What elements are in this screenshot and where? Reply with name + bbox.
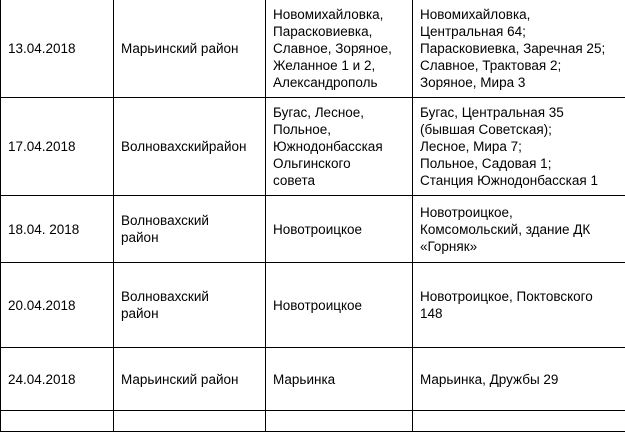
settlements-cell: Новотроицкое bbox=[266, 196, 413, 263]
date-cell: 18.04. 2018 bbox=[1, 196, 114, 263]
settlements-cell: Новотроицкое bbox=[266, 263, 413, 348]
date-cell: 24.04.2018 bbox=[1, 348, 114, 411]
date-cell bbox=[1, 411, 114, 432]
date-cell: 17.04.2018 bbox=[1, 98, 114, 196]
address-cell: Новотроицкое, Поктовского 148 bbox=[413, 263, 625, 348]
table-row bbox=[1, 0, 625, 98]
district-cell: Марьинский район bbox=[114, 0, 266, 98]
settlements-cell: Марьинка bbox=[266, 348, 413, 411]
address-cell: Бугас, Центральная 35 (бывшая Советская); Лесное, Мира 7; Польное, Садовая 1; Станция Южнодонбасская 1 bbox=[413, 98, 625, 196]
district-cell: Волновахский район bbox=[114, 263, 266, 348]
table-row bbox=[1, 196, 625, 263]
district-cell: Волновахскийрайон bbox=[114, 98, 266, 196]
table-row bbox=[1, 263, 625, 348]
district-cell bbox=[114, 411, 266, 432]
table-row bbox=[1, 411, 625, 432]
address-cell bbox=[413, 411, 625, 432]
settlements-cell: Новомихайловка, Парасковиевка, Славное, Зоряное, Желанное 1 и 2, Александрополь bbox=[266, 0, 413, 98]
district-cell: Марьинский район bbox=[114, 348, 266, 411]
table-row bbox=[1, 98, 625, 196]
address-cell: Марьинка, Дружбы 29 bbox=[413, 348, 625, 411]
settlements-cell bbox=[266, 411, 413, 432]
district-cell: Волновахский район bbox=[114, 196, 266, 263]
address-cell: Новотроицкое, Комсомольский, здание ДК «Горняк» bbox=[413, 196, 625, 263]
date-cell: 13.04.2018 bbox=[1, 0, 114, 98]
date-cell: 20.04.2018 bbox=[1, 263, 114, 348]
settlements-cell: Бугас, Лесное, Польное, Южнодонбасская Ольгинского совета bbox=[266, 98, 413, 196]
table-row bbox=[1, 348, 625, 411]
address-cell: Новомихайловка, Центральная 64; Парасковиевка, Заречная 25; Славное, Трактовая 2; Зоряное, Мира 3 bbox=[413, 0, 625, 98]
